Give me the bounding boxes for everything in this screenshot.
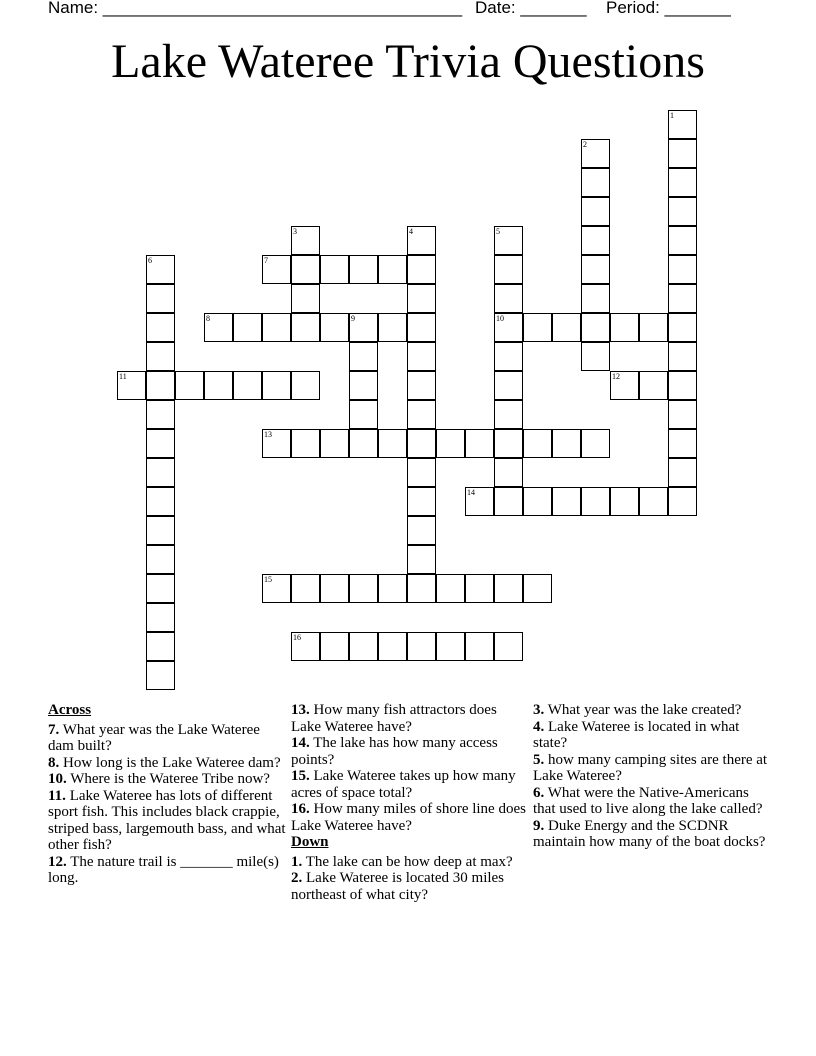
grid-cell[interactable] xyxy=(668,342,697,371)
grid-cell[interactable] xyxy=(378,574,407,603)
grid-cell[interactable] xyxy=(581,226,610,255)
grid-cell[interactable] xyxy=(407,574,436,603)
name-field[interactable]: Name: ______________________________________ xyxy=(48,0,463,17)
clue-down-1: 1. The lake can be how deep at max? xyxy=(291,853,513,870)
grid-cell[interactable] xyxy=(407,429,436,458)
grid-cell[interactable] xyxy=(320,429,349,458)
grid-cell[interactable] xyxy=(407,458,436,487)
date-field[interactable]: Date: _______ xyxy=(475,0,587,17)
clues-column-3 xyxy=(533,702,771,851)
grid-cell[interactable] xyxy=(291,429,320,458)
grid-cell[interactable] xyxy=(117,371,146,400)
clues-column-2 xyxy=(291,702,529,903)
clue-across-7: 7. What year was the Lake Wateree dam built? xyxy=(48,721,260,754)
grid-cell[interactable] xyxy=(262,371,291,400)
grid-cell[interactable] xyxy=(146,313,175,342)
grid-cell[interactable] xyxy=(291,574,320,603)
grid-cell[interactable] xyxy=(610,313,639,342)
grid-cell[interactable] xyxy=(668,429,697,458)
grid-cell[interactable] xyxy=(494,632,523,661)
grid-cell[interactable] xyxy=(407,342,436,371)
grid-cell[interactable] xyxy=(291,313,320,342)
grid-cell[interactable] xyxy=(523,574,552,603)
grid-cell[interactable] xyxy=(233,313,262,342)
grid-cell[interactable] xyxy=(407,632,436,661)
grid-cell[interactable] xyxy=(668,168,697,197)
grid-cell[interactable] xyxy=(639,371,668,400)
grid-cell[interactable] xyxy=(407,487,436,516)
grid-cell[interactable] xyxy=(668,139,697,168)
grid-cell[interactable] xyxy=(407,226,436,255)
clue-across-11: 11. Lake Wateree has lots of different sport fish. This includes black crappie, striped bass, largemouth bass, and what other fish? xyxy=(48,787,286,853)
grid-cell[interactable] xyxy=(146,342,175,371)
grid-cell[interactable] xyxy=(581,139,610,168)
grid-cell[interactable] xyxy=(523,487,552,516)
grid-cell[interactable] xyxy=(349,429,378,458)
grid-cell[interactable] xyxy=(494,313,523,342)
grid-cell[interactable] xyxy=(668,197,697,226)
grid-cell[interactable] xyxy=(465,429,494,458)
grid-cell[interactable] xyxy=(494,255,523,284)
grid-cell[interactable] xyxy=(378,632,407,661)
grid-cell[interactable] xyxy=(581,342,610,371)
grid-cell[interactable] xyxy=(407,284,436,313)
grid-cell[interactable] xyxy=(146,487,175,516)
clue-across-10: 10. Where is the Wateree Tribe now? xyxy=(48,771,270,787)
clue-across-12: 12. The nature trail is _______ mile(s) long. xyxy=(48,853,279,886)
grid-cell[interactable] xyxy=(146,661,175,690)
grid-cell[interactable] xyxy=(465,574,494,603)
grid-cell[interactable] xyxy=(349,255,378,284)
grid-cell[interactable] xyxy=(320,574,349,603)
grid-cell[interactable] xyxy=(146,284,175,313)
grid-cell[interactable] xyxy=(349,313,378,342)
clue-across-14: 14. The lake has how many access points? xyxy=(291,735,498,768)
grid-cell[interactable] xyxy=(494,342,523,371)
clue-down-6: 6. What were the Native-Americans that used to live along the lake called? xyxy=(533,784,763,817)
clues-column-1 xyxy=(48,702,286,887)
grid-cell[interactable] xyxy=(610,487,639,516)
grid-cell[interactable] xyxy=(523,429,552,458)
grid-cell[interactable] xyxy=(146,429,175,458)
grid-cell[interactable] xyxy=(494,574,523,603)
grid-cell[interactable] xyxy=(465,487,494,516)
grid-cell[interactable] xyxy=(378,313,407,342)
grid-cell[interactable] xyxy=(407,516,436,545)
grid-cell[interactable] xyxy=(407,371,436,400)
grid-cell[interactable] xyxy=(262,429,291,458)
clue-number: 13 xyxy=(264,430,272,439)
grid-cell[interactable] xyxy=(581,284,610,313)
grid-cell[interactable] xyxy=(320,313,349,342)
clue-across-16: 16. How many miles of shore line does Lake Wateree have? xyxy=(291,801,526,834)
grid-cell[interactable] xyxy=(668,400,697,429)
clue-number: 10 xyxy=(496,314,504,323)
grid-cell[interactable] xyxy=(494,371,523,400)
clue-down-3: 3. What year was the lake created? xyxy=(533,702,742,718)
grid-cell[interactable] xyxy=(146,632,175,661)
grid-cell[interactable] xyxy=(146,574,175,603)
clue-number: 4 xyxy=(409,227,413,236)
clue-number: 9 xyxy=(351,314,355,323)
grid-cell[interactable] xyxy=(291,226,320,255)
grid-cell[interactable] xyxy=(639,313,668,342)
grid-cell[interactable] xyxy=(668,226,697,255)
grid-cell[interactable] xyxy=(349,342,378,371)
clue-number: 7 xyxy=(264,256,268,265)
clue-down-9: 9. Duke Energy and the SCDNR maintain how many of the boat docks? xyxy=(533,817,766,850)
clue-number: 3 xyxy=(293,227,297,236)
grid-cell[interactable] xyxy=(233,371,262,400)
clue-across-13: 13. How many fish attractors does Lake Wateree have? xyxy=(291,702,497,735)
grid-cell[interactable] xyxy=(436,574,465,603)
across-heading: Across xyxy=(48,702,92,718)
grid-cell[interactable] xyxy=(204,313,233,342)
grid-cell[interactable] xyxy=(639,487,668,516)
grid-cell[interactable] xyxy=(291,284,320,313)
grid-cell[interactable] xyxy=(378,255,407,284)
grid-cell[interactable] xyxy=(552,487,581,516)
clue-across-8: 8. How long is the Lake Wateree dam? xyxy=(48,754,281,771)
grid-cell[interactable] xyxy=(581,255,610,284)
grid-cell[interactable] xyxy=(349,574,378,603)
grid-cell[interactable] xyxy=(494,400,523,429)
clue-number: 11 xyxy=(119,372,127,381)
grid-cell[interactable] xyxy=(552,429,581,458)
grid-cell[interactable] xyxy=(291,632,320,661)
grid-cell[interactable] xyxy=(668,371,697,400)
grid-cell[interactable] xyxy=(552,313,581,342)
grid-cell[interactable] xyxy=(320,255,349,284)
grid-cell[interactable] xyxy=(146,516,175,545)
clue-down-4: 4. Lake Wateree is located in what state? xyxy=(533,718,740,751)
grid-cell[interactable] xyxy=(407,313,436,342)
clue-number: 1 xyxy=(670,111,674,120)
grid-cell[interactable] xyxy=(465,632,494,661)
clue-number: 15 xyxy=(264,575,272,584)
grid-cell[interactable] xyxy=(407,400,436,429)
grid-cell[interactable] xyxy=(494,226,523,255)
grid-cell[interactable] xyxy=(494,429,523,458)
grid-cell[interactable] xyxy=(581,313,610,342)
grid-cell[interactable] xyxy=(262,574,291,603)
down-heading: Down xyxy=(291,834,329,850)
grid-cell[interactable] xyxy=(146,371,175,400)
grid-cell[interactable] xyxy=(668,458,697,487)
grid-cell[interactable] xyxy=(262,255,291,284)
grid-cell[interactable] xyxy=(407,545,436,574)
grid-cell[interactable] xyxy=(668,284,697,313)
grid-cell[interactable] xyxy=(378,429,407,458)
period-field[interactable]: Period: _______ xyxy=(606,0,731,17)
grid-cell[interactable] xyxy=(320,632,349,661)
grid-cell[interactable] xyxy=(668,255,697,284)
clue-number: 16 xyxy=(293,633,301,642)
grid-cell[interactable] xyxy=(581,168,610,197)
clue-down-2: 2. Lake Wateree is located 30 miles northeast of what city? xyxy=(291,870,505,903)
grid-cell[interactable] xyxy=(146,255,175,284)
grid-cell[interactable] xyxy=(407,255,436,284)
grid-cell[interactable] xyxy=(175,371,204,400)
grid-cell[interactable] xyxy=(291,255,320,284)
grid-cell[interactable] xyxy=(349,400,378,429)
clue-number: 8 xyxy=(206,314,210,323)
grid-cell[interactable] xyxy=(262,313,291,342)
grid-cell[interactable] xyxy=(436,429,465,458)
grid-cell[interactable] xyxy=(146,545,175,574)
grid-cell[interactable] xyxy=(668,487,697,516)
grid-cell[interactable] xyxy=(494,284,523,313)
grid-cell[interactable] xyxy=(494,458,523,487)
grid-cell[interactable] xyxy=(610,371,639,400)
clue-across-15: 15. Lake Wateree takes up how many acres of space total? xyxy=(291,768,516,801)
grid-cell[interactable] xyxy=(436,632,465,661)
grid-cell[interactable] xyxy=(146,400,175,429)
clue-number: 2 xyxy=(583,140,587,149)
grid-cell[interactable] xyxy=(668,110,697,139)
grid-cell[interactable] xyxy=(581,487,610,516)
grid-cell[interactable] xyxy=(523,313,552,342)
clue-number: 14 xyxy=(467,488,475,497)
clue-number: 5 xyxy=(496,227,500,236)
grid-cell[interactable] xyxy=(494,487,523,516)
grid-cell[interactable] xyxy=(349,632,378,661)
grid-cell[interactable] xyxy=(668,313,697,342)
clue-number: 6 xyxy=(148,256,152,265)
clue-number: 12 xyxy=(612,372,620,381)
grid-cell[interactable] xyxy=(581,429,610,458)
grid-cell[interactable] xyxy=(146,458,175,487)
grid-cell[interactable] xyxy=(291,371,320,400)
grid-cell[interactable] xyxy=(204,371,233,400)
clue-down-5: 5. how many camping sites are there at Lake Wateree? xyxy=(533,751,768,784)
grid-cell[interactable] xyxy=(581,197,610,226)
grid-cell[interactable] xyxy=(146,603,175,632)
page-title: Lake Wateree Trivia Questions xyxy=(111,35,705,88)
grid-cell[interactable] xyxy=(349,371,378,400)
